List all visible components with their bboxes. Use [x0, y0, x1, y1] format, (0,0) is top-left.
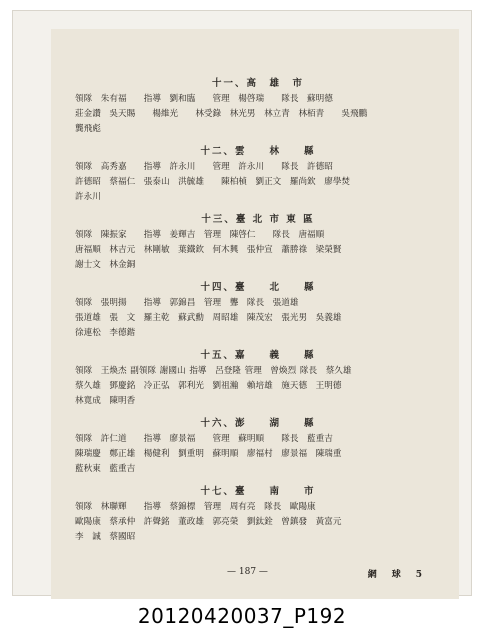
roster-line: 莊金讚 吳天賜 楊維光 林受錄 林光男 林立青 林栢青 吳飛鵬	[75, 109, 368, 119]
roster-line: 許德昭 蔡福仁 張泰山 洪毓雄 陳柏楨 劉正文 羅尚欽 廖學焚	[75, 177, 351, 187]
section-heading: 十三、臺 北 市 東 區	[201, 214, 315, 225]
roster-line: 唐福順 林吉元 林剛敏 葉鐵欽 何木興 張仲宣 蕭勝祿 梁榮賢	[75, 245, 342, 255]
roster-line: 藍秋東 藍重吉	[75, 464, 136, 474]
team-section	[75, 211, 441, 273]
roster-content	[75, 75, 441, 551]
roster-line: 領隊 張明揚 指導 郭錦昌 管理 聾 隊長 張道雄	[75, 298, 299, 308]
roster-line: 龔飛彪	[75, 124, 101, 134]
roster-line: 陳瑞慶 鄭正雄 楊健利 劉重明 蘇明順 廖福村 廖景福 陳瑞重	[75, 449, 342, 459]
team-section	[75, 415, 441, 477]
section-heading: 十五、嘉 義 縣	[200, 350, 316, 361]
roster-line: 蔡久雄 鄧慶銘 冷正弘 郭利光 劉祖瀚 賴培雄 施天德 王明德	[75, 381, 342, 391]
roster-line: 徐連松 李德鍇	[75, 328, 136, 338]
roster-line: 領隊 陳振家 指導 姜輝吉 管理 陳啓仁 隊長 唐福順	[75, 230, 325, 240]
roster-line: 領隊 朱有福 指導 劉和臨 管理 楊啓瑞 隊長 蘇明德	[75, 94, 333, 104]
section-heading: 十七、臺 南 市	[200, 486, 316, 497]
scan-frame	[12, 10, 472, 596]
section-heading: 十四、臺 北 縣	[200, 282, 316, 293]
team-section	[75, 279, 441, 341]
team-section	[75, 75, 441, 137]
roster-line: 許永川	[75, 192, 101, 202]
roster-line: 領隊 王煥杰 副領隊 謝國山 指導 呂登隆 管理 曾煥烈 隊長 蔡久雄	[75, 366, 352, 376]
roster-line: 歐陽康 蔡承仲 許聲銘 董政雄 郭亮榮 劉鈦銓 曾鎮發 黃富元	[75, 517, 342, 527]
team-section	[75, 483, 441, 545]
roster-line: 領隊 高秀嘉 指導 許永川 管理 許永川 隊長 許德昭	[75, 162, 333, 172]
roster-line: 林寬成 陳明香	[75, 396, 136, 406]
roster-line: 領隊 許仁道 指導 廖景福 管理 蘇明順 隊長 藍重吉	[75, 434, 333, 444]
roster-line: 張道雄 張 文 羅主乾 蘇武勳 周昭雄 陳茂宏 張光男 吳義雄	[75, 313, 342, 323]
section-heading: 十一、高 雄 市	[211, 78, 304, 89]
roster-line: 謝士文 林金銅	[75, 260, 136, 270]
section-heading: 十二、雲 林 縣	[200, 146, 316, 157]
roster-line: 領隊 林聯輝 指導 蔡錦標 管理 周有亮 隊長 歐陽康	[75, 502, 316, 512]
team-section	[75, 143, 441, 205]
image-caption: 20120420037_P192	[137, 604, 347, 628]
roster-line: 李 誠 蔡國昭	[75, 532, 136, 542]
page-footer	[51, 567, 459, 581]
footer-title: 網 球 5	[367, 570, 425, 580]
page-number: — 187 —	[227, 567, 268, 577]
document-page	[51, 29, 459, 599]
team-section	[75, 347, 441, 409]
section-heading: 十六、澎 湖 縣	[200, 418, 316, 429]
